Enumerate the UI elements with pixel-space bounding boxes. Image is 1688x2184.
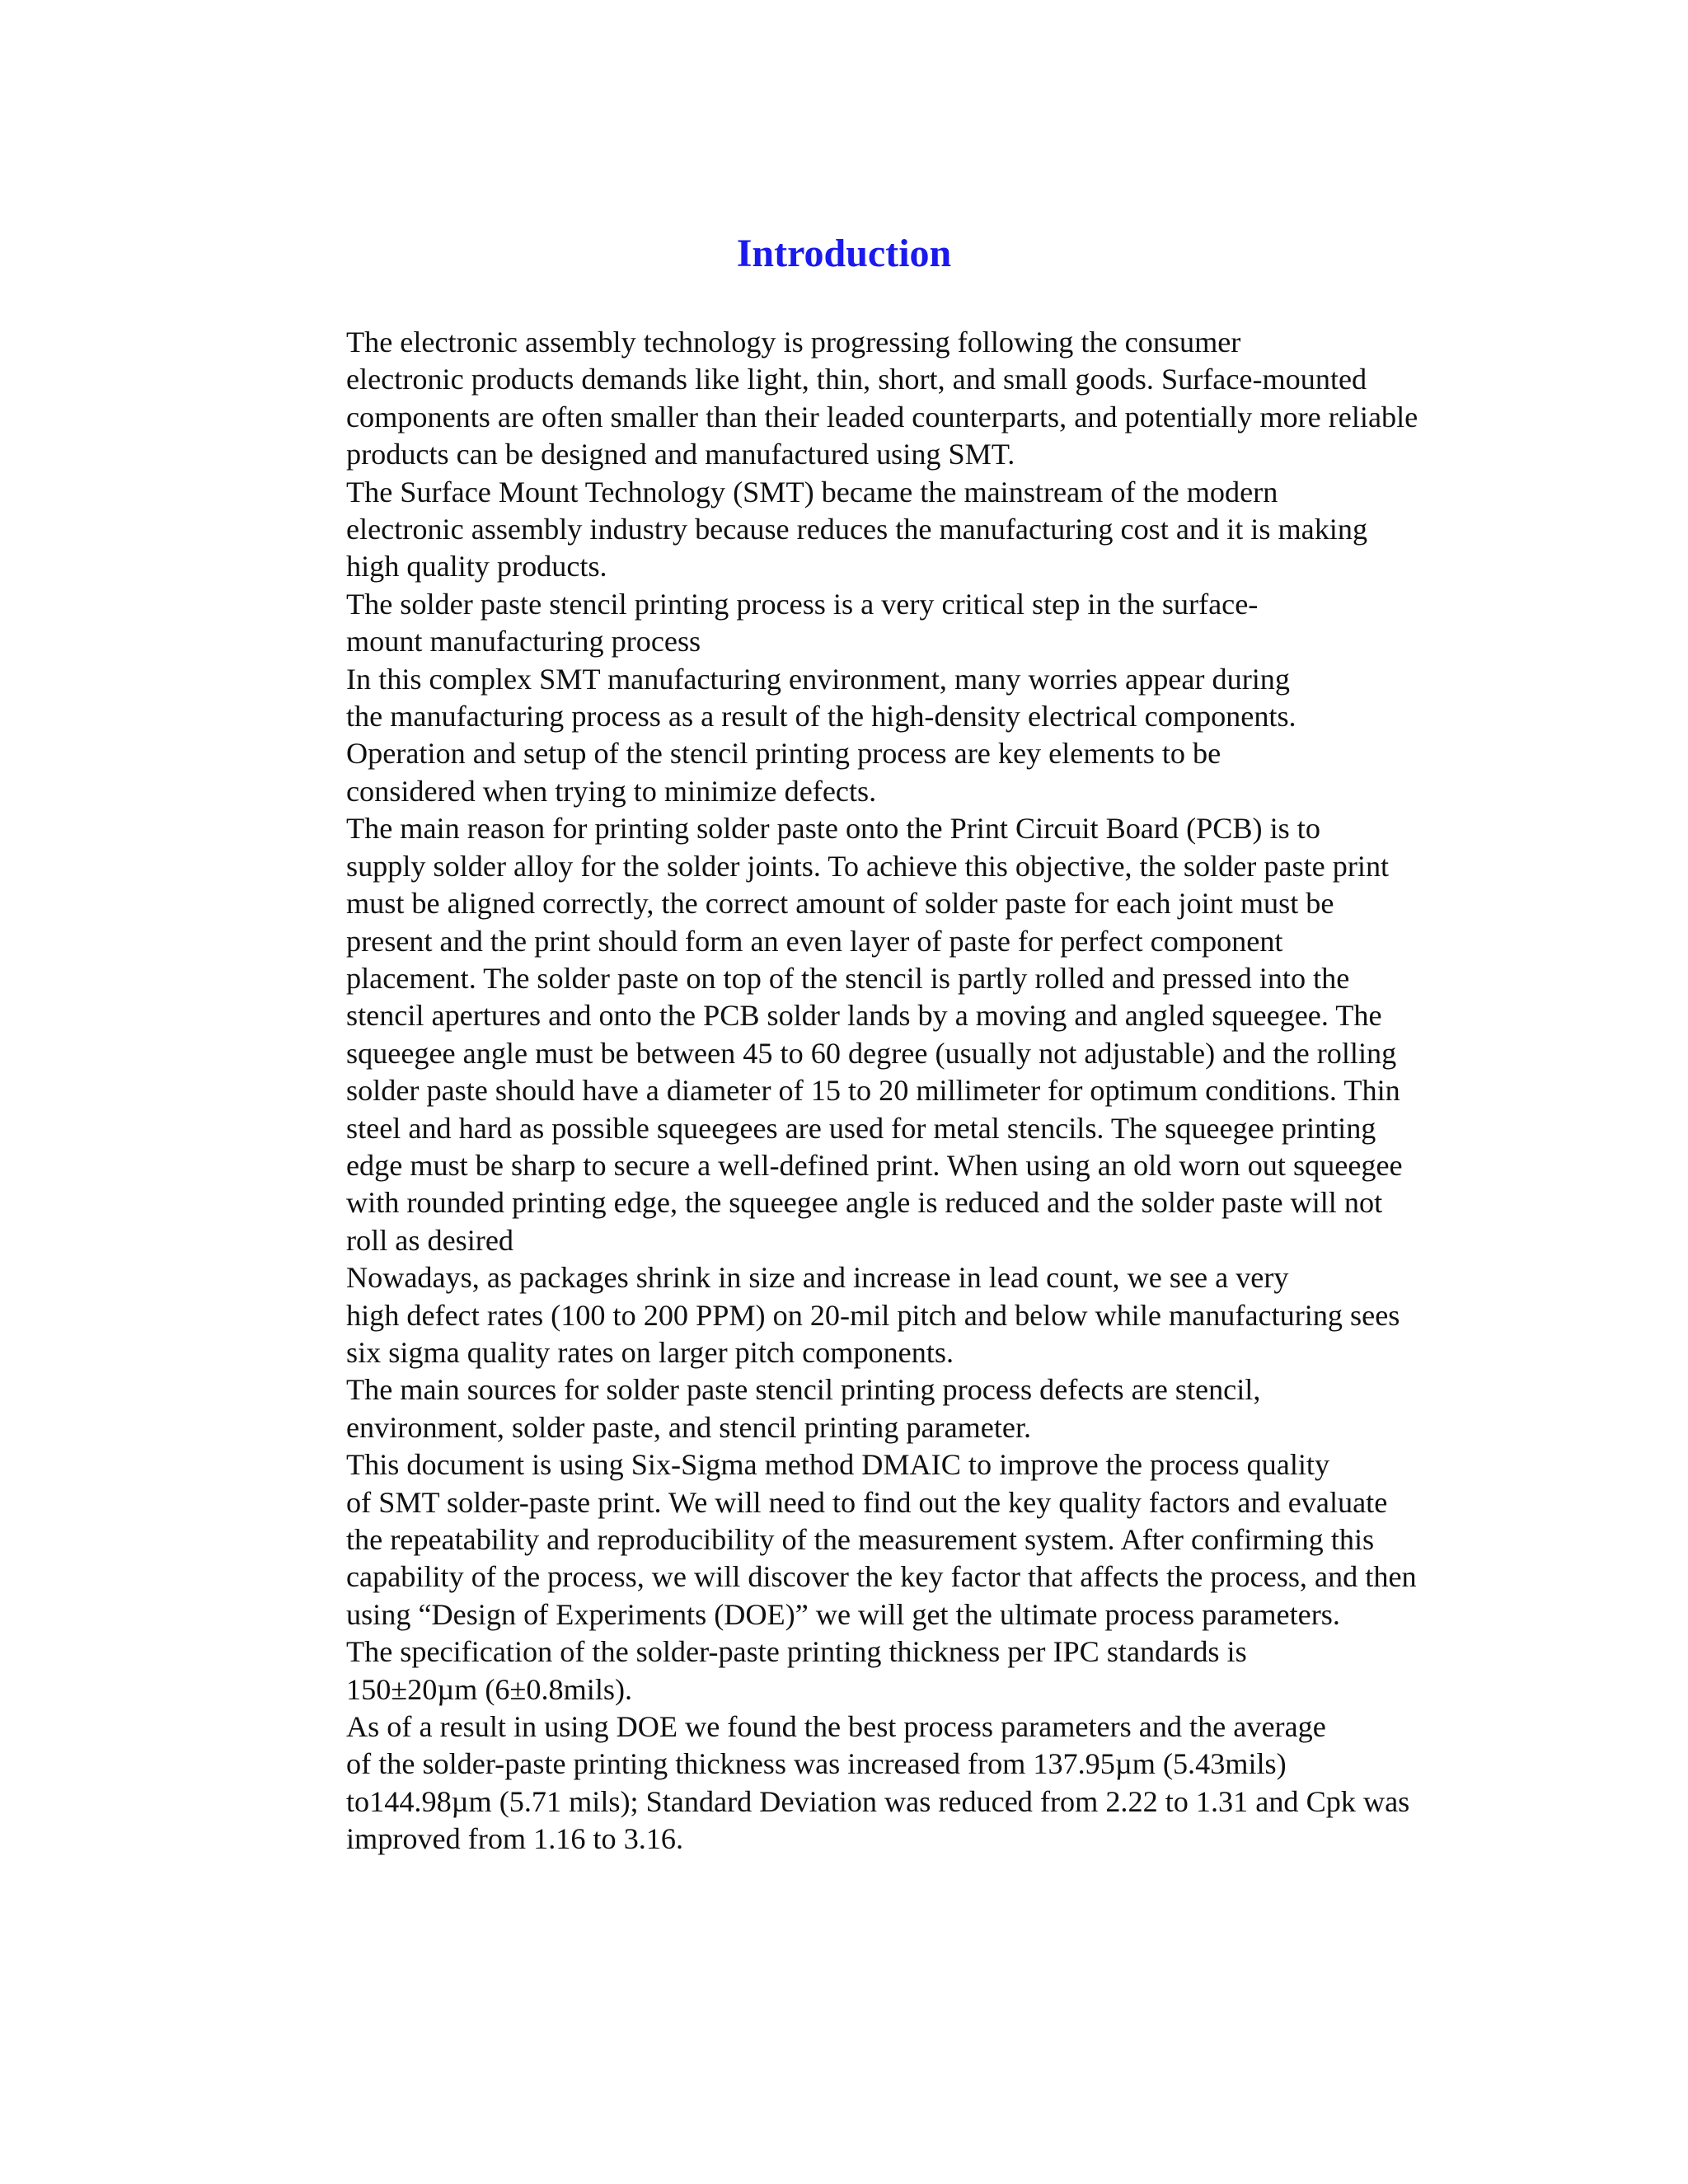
paragraph-line: steel and hard as possible squeegees are used for metal stencils. The squeegee printing	[346, 1111, 1376, 1145]
paragraph-line: environment, solder paste, and stencil printing parameter.	[346, 1410, 1032, 1444]
paragraph	[247, 324, 1459, 474]
paragraph-line: electronic products demands like light, thin, short, and small goods. Surface-mounted	[346, 363, 1367, 396]
paragraph-line: products can be designed and manufactured using SMT.	[346, 438, 1015, 471]
paragraph-line: mount manufacturing process	[346, 625, 701, 658]
paragraph-line: solder paste should have a diameter of 15 to 20 millimeter for optimum conditions. Thin	[346, 1074, 1400, 1108]
paragraph	[247, 1371, 1459, 1446]
paragraph-line: of SMT solder-paste print. We will need to find out the key quality factors and evaluate	[346, 1485, 1388, 1519]
paragraph	[247, 1446, 1459, 1633]
paragraph-line: supply solder alloy for the solder joints. To achieve this objective, the solder paste print	[346, 849, 1390, 883]
paragraph-line: present and the print should form an even layer of paste for perfect component	[346, 924, 1283, 958]
document-body	[247, 324, 1459, 1858]
paragraph-line: 150±20µm (6±0.8mils).	[346, 1672, 633, 1706]
paragraph-line: roll as desired	[346, 1223, 513, 1257]
paragraph-line: capability of the process, we will discover the key factor that affects the process, and then	[346, 1560, 1417, 1594]
paragraph-line: with rounded printing edge, the squeegee angle is reduced and the solder paste will not	[346, 1186, 1383, 1220]
paragraph-line: placement. The solder paste on top of the stencil is partly rolled and pressed into the	[346, 961, 1350, 995]
paragraph-line: to144.98µm (5.71 mils); Standard Deviation was reduced from 2.22 to 1.31 and Cpk was	[346, 1784, 1410, 1818]
paragraph-line: must be aligned correctly, the correct amount of solder paste for each joint must be	[346, 887, 1334, 921]
paragraph	[247, 1633, 1459, 1708]
paragraph-line: The solder paste stencil printing process is a very critical step in the surface-	[346, 587, 1259, 621]
paragraph-line: high defect rates (100 to 200 PPM) on 20-mil pitch and below while manufacturing sees	[346, 1298, 1400, 1332]
paragraph-line: The electronic assembly technology is progressing following the consumer	[346, 326, 1241, 359]
paragraph-line: stencil apertures and onto the PCB solder lands by a moving and angled squeegee. The	[346, 999, 1382, 1033]
paragraph	[247, 735, 1459, 810]
paragraph	[247, 810, 1459, 1259]
paragraph	[247, 661, 1459, 736]
paragraph-line: high quality products.	[346, 550, 607, 583]
paragraph-line: The Surface Mount Technology (SMT) became the mainstream of the modern	[346, 475, 1278, 509]
paragraph	[247, 474, 1459, 586]
paragraph-line: This document is using Six-Sigma method DMAIC to improve the process quality	[346, 1448, 1330, 1482]
paragraph-line: the repeatability and reproducibility of the measurement system. After confirming this	[346, 1523, 1375, 1556]
paragraph-line: As of a result in using DOE we found the best process parameters and the average	[346, 1710, 1326, 1744]
paragraph	[247, 586, 1459, 661]
paragraph-line: six sigma quality rates on larger pitch components.	[346, 1335, 954, 1369]
paragraph-line: the manufacturing process as a result of the high-density electrical components.	[346, 700, 1296, 733]
paragraph-line: edge must be sharp to secure a well-defined print. When using an old worn out squeegee	[346, 1148, 1403, 1182]
paragraph-line: considered when trying to minimize defects.	[346, 774, 877, 808]
paragraph-line: The main sources for solder paste stencil printing process defects are stencil,	[346, 1373, 1261, 1407]
paragraph-line: components are often smaller than their leaded counterparts, and potentially more reliable	[346, 400, 1418, 434]
paragraph-line: The specification of the solder-paste printing thickness per IPC standards is	[346, 1635, 1247, 1669]
paragraph-line: electronic assembly industry because reduces the manufacturing cost and it is making	[346, 513, 1368, 546]
paragraph	[247, 1708, 1459, 1858]
paragraph-line: squeegee angle must be between 45 to 60 degree (usually not adjustable) and the rolling	[346, 1036, 1397, 1070]
paragraph-line: The main reason for printing solder paste onto the Print Circuit Board (PCB) is to	[346, 812, 1320, 846]
paragraph-line: improved from 1.16 to 3.16.	[346, 1822, 684, 1856]
paragraph-line: of the solder-paste printing thickness was increased from 137.95µm (5.43mils)	[346, 1747, 1287, 1781]
paragraph-line: In this complex SMT manufacturing environment, many worries appear during	[346, 662, 1290, 696]
page-title: Introduction	[736, 232, 952, 275]
paragraph-line: Nowadays, as packages shrink in size and increase in lead count, we see a very	[346, 1261, 1289, 1295]
paragraph-line: using “Design of Experiments (DOE)” we will get the ultimate process parameters.	[346, 1597, 1340, 1631]
paragraph-line: Operation and setup of the stencil printing process are key elements to be	[346, 737, 1221, 771]
paragraph	[247, 1259, 1459, 1371]
